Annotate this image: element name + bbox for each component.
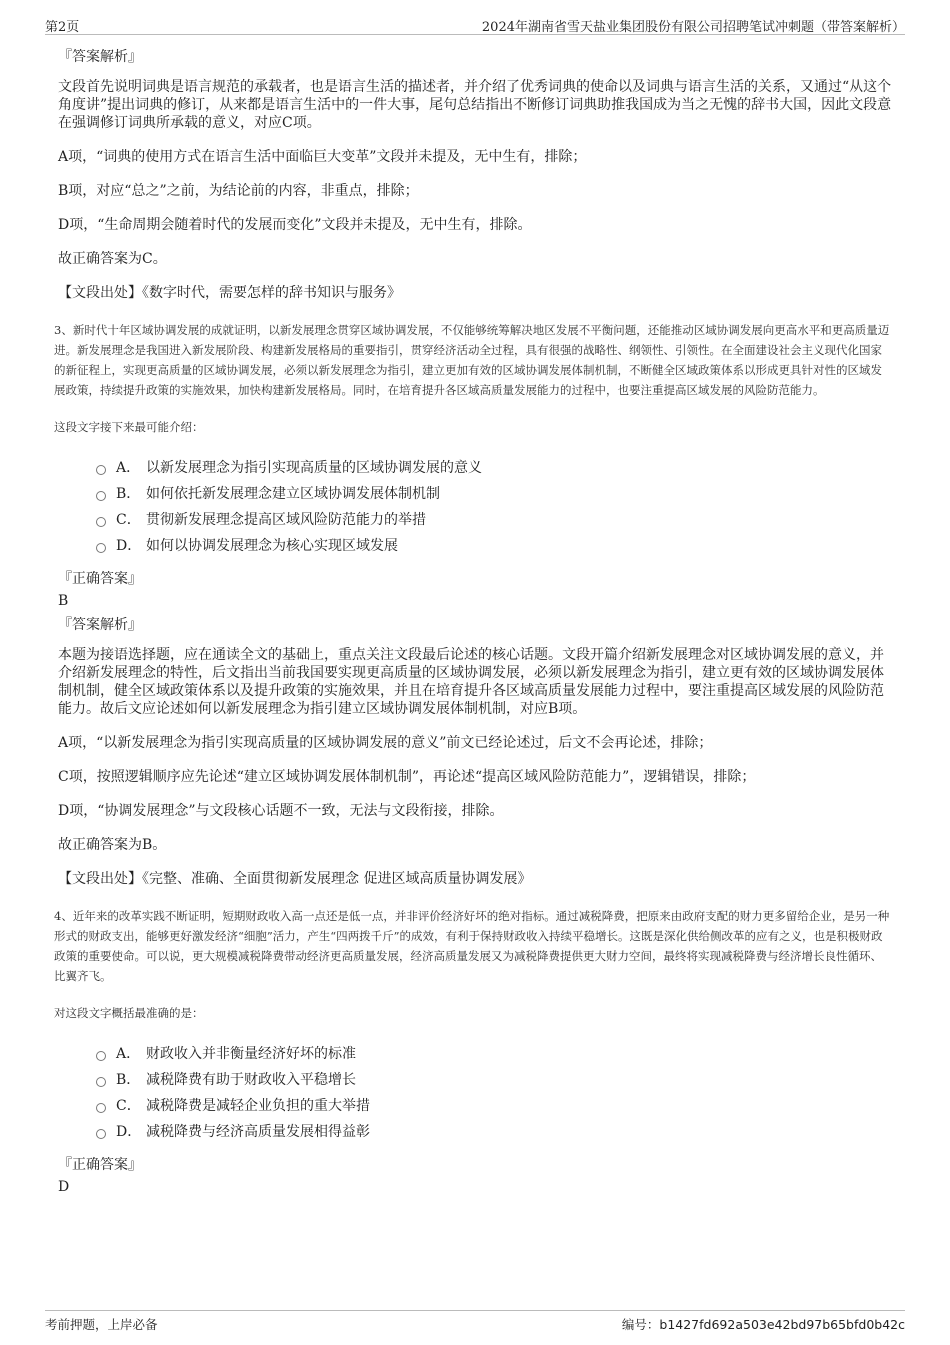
option-text: 减税降费是减轻企业负担的重大举措	[146, 1098, 370, 1114]
analysis-paragraph: 文段首先说明词典是语言规范的承载者，也是语言生活的描述者，并介绍了优秀词典的使命以及词典与语言生活的关系，又通过“从这个角度讲”提出词典的修订，从来都是语言生活中的一件大事，尾句总结指出不断修订词典助推我国成为当之无愧的辞书大国，因此文段意在强调修订词典所承载的意义，对应C项。	[58, 79, 892, 131]
passage-source: 【文段出处】《数字时代，需要怎样的辞书知识与服务》	[58, 285, 401, 301]
option-a[interactable]	[96, 1040, 892, 1066]
option-letter: B．	[116, 1072, 141, 1088]
option-b[interactable]	[96, 480, 892, 506]
option-letter: A．	[116, 460, 141, 476]
question-3-prompt: 这段文字接下来最可能介绍：	[54, 420, 204, 434]
radio-icon[interactable]	[96, 465, 106, 475]
analysis-paragraph: 本题为接语选择题，应在通读全文的基础上，重点关注文段最后论述的核心话题。文段开篇介绍新发展理念对区域协调发展的意义，并介绍新发展理念的特性，后文指出当前我国要实现更高质量的区域协调发展，必须以新发展理念为指引，建立更有效的区域协调发展体制机制，健全区域政策体系以及提升政策的实施效果，并且在培育提升各区域高质量发展能力过程中，要注重提高区域发展的风险防范能力。故后文应论述如何以新发展理念为指引建立区域协调发展体制机制，对应B项。	[58, 647, 884, 717]
option-d[interactable]	[96, 1118, 892, 1144]
correct-answer-label: 『正确答案』	[58, 1157, 142, 1173]
question-4-text: 4、近年来的改革实践不断证明，短期财政收入高一点还是低一点，并非评价经济好坏的绝对指标。通过减税降费，把原来由政府支配的财力更多留给企业，是另一种形式的财政支出，能够更好激发经济“细胞”活力，产生“四两拨千斤”的成效，有利于保持财政收入持续平稳增长。这既是深化供给侧改革的应有之义，也是积极财政政策的重要使命。可以说，更大规模减税降费带动经济更高质量发展，经济高质量发展又为减税降费提供更大财力空间，最终将实现减税降费与经济增长良性循环、比翼齐飞。	[54, 909, 890, 983]
document-id: 编号：b1427fd692a503e42bd97b65bfd0b42c	[621, 1317, 905, 1332]
radio-icon[interactable]	[96, 1103, 106, 1113]
correct-answer-label: 『正确答案』	[58, 571, 142, 587]
option-letter: D．	[116, 538, 142, 554]
option-text: 减税降费与经济高质量发展相得益彰	[146, 1124, 370, 1140]
radio-icon[interactable]	[96, 517, 106, 527]
option-text: 贯彻新发展理念提高区域风险防范能力的举措	[146, 512, 426, 528]
analysis-paragraph: 故正确答案为B。	[58, 837, 167, 853]
option-letter: A．	[116, 1046, 141, 1062]
question-3-options	[96, 454, 892, 558]
correct-answer: D	[58, 1179, 70, 1195]
analysis-label: 『答案解析』	[58, 617, 142, 633]
option-a[interactable]	[96, 454, 892, 480]
option-letter: B．	[116, 486, 141, 502]
question-4-prompt: 对这段文字概括最准确的是：	[54, 1006, 204, 1020]
option-letter: C．	[116, 1098, 141, 1114]
radio-icon[interactable]	[96, 1077, 106, 1087]
document-title: 2024年湖南省雪天盐业集团股份有限公司招聘笔试冲刺题（带答案解析）	[481, 20, 905, 35]
correct-answer: B	[58, 593, 69, 609]
question-3-text: 3、新时代十年区域协调发展的成就证明，以新发展理念贯穿区域协调发展，不仅能够统筹解决地区发展不平衡问题，还能推动区域协调发展向更高水平和更高质量迈进。新发展理念是我国进入新发展阶段、构建新发展格局的重要指引，贯穿经济活动全过程，具有很强的战略性、纲领性、引领性。在全面建设社会主义现代化国家的新征程上，实现更高质量的区域协调发展，必须以新发展理念为指引，建立更加有效的区域协调发展体制机制，不断健全区域政策体系以形成更具针对性的区域发展政策，持续提升政策的实施效果，加快构建新发展格局。同时，在培育提升各区域高质量发展能力的过程中，也要注重提高区域发展的风险防范能力。	[54, 323, 890, 397]
option-text: 如何以协调发展理念为核心实现区域发展	[146, 538, 398, 554]
radio-icon[interactable]	[96, 491, 106, 501]
option-text: 如何依托新发展理念建立区域协调发展体制机制	[146, 486, 440, 502]
analysis-paragraph: D项，“生命周期会随着时代的发展而变化”文段并未提及，无中生有，排除。	[58, 217, 532, 233]
option-c[interactable]	[96, 506, 892, 532]
page-header	[45, 14, 905, 35]
radio-icon[interactable]	[96, 543, 106, 553]
radio-icon[interactable]	[96, 1051, 106, 1061]
analysis-paragraph: C项，按照逻辑顺序应先论述“建立区域协调发展体制机制”，再论述“提高区域风险防范能力”，逻辑错误，排除；	[58, 769, 756, 785]
analysis-paragraph: B项，对应“总之”之前，为结论前的内容，非重点，排除；	[58, 183, 419, 199]
page-content	[54, 48, 892, 1202]
analysis-label: 『答案解析』	[58, 49, 142, 65]
analysis-paragraph: 故正确答案为C。	[58, 251, 167, 267]
question-4-options	[96, 1040, 892, 1144]
footer-slogan: 考前押题，上岸必备	[45, 1317, 158, 1332]
option-d[interactable]	[96, 532, 892, 558]
analysis-paragraph: A项，“以新发展理念为指引实现高质量的区域协调发展的意义”前文已经论述过，后文不会再论述，排除；	[58, 735, 713, 751]
analysis-paragraph: D项，“协调发展理念”与文段核心话题不一致，无法与文段衔接，排除。	[58, 803, 504, 819]
radio-icon[interactable]	[96, 1129, 106, 1139]
option-text: 减税降费有助于财政收入平稳增长	[146, 1072, 356, 1088]
option-c[interactable]	[96, 1092, 892, 1118]
page-footer	[45, 1310, 905, 1335]
option-b[interactable]	[96, 1066, 892, 1092]
option-letter: C．	[116, 512, 141, 528]
analysis-paragraph: A项，“词典的使用方式在语言生活中面临巨大变革”文段并未提及，无中生有，排除；	[58, 149, 587, 165]
option-letter: D．	[116, 1124, 142, 1140]
passage-source: 【文段出处】《完整、准确、全面贯彻新发展理念 促进区域高质量协调发展》	[58, 871, 532, 887]
option-text: 财政收入并非衡量经济好坏的标准	[146, 1046, 356, 1062]
option-text: 以新发展理念为指引实现高质量的区域协调发展的意义	[146, 460, 482, 476]
page-number: 第2页	[45, 20, 80, 35]
